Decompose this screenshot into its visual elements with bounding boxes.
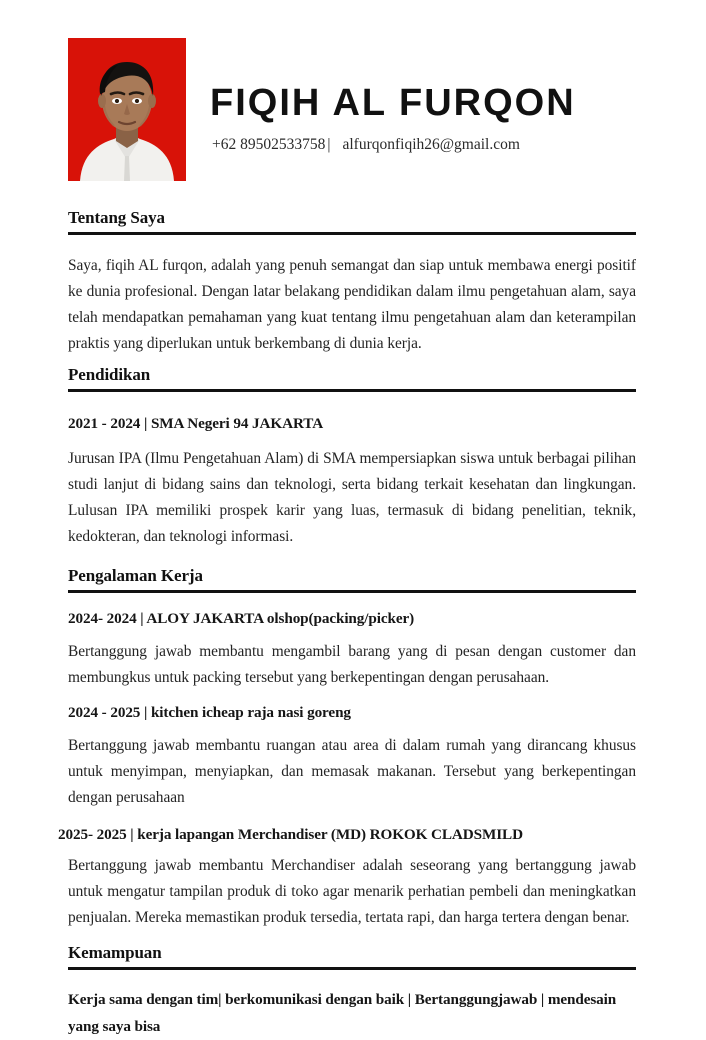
spacer [0,691,706,701]
spacer [0,811,706,823]
spacer [0,931,706,941]
skills-list: Kerja sama dengan tim| berkomunikasi dengan baik | Bertanggungjawab | mendesain yang saya bisa [68,991,617,1035]
spacer [0,970,706,986]
experience-entry-body: Bertanggung jawab membantu mengambil barang yang di pesan dengan customer dan membungkus untuk packing tersebut yang berkepentingan dengan perusahaan. [68,643,636,686]
spacer [0,725,706,733]
spacer [0,593,706,607]
spacer [0,436,706,446]
contact-line [212,135,520,155]
header-text-block [210,38,638,181]
education-entry-title: 2021 - 2024 | SMA Negeri 94 JAKARTA [68,415,324,432]
contact-separator: | [327,136,331,153]
experience-entry-title: 2024 - 2025 | kitchen icheap raja nasi goreng [68,704,351,721]
page-title: FIQIH AL FURQON [210,82,576,124]
resume-header [68,38,638,188]
experience-entry-title: 2025- 2025 | kerja lapangan Merchandiser (MD) ROKOK CLADSMILD [58,826,523,843]
spacer [0,550,706,564]
experience-entry-title: 2024- 2024 | ALOY JAKARTA olshop(packing/picker) [68,610,415,627]
about-paragraph: Saya, fiqih AL furqon, adalah yang penuh semangat dan siap untuk membawa energi positif ke dunia profesional. Dengan latar belakang pendidikan dalam ilmu pengetahuan alam, saya telah mendapatkan pemahaman yang kuat tentang ilmu pengetahuan alam dan keterampilan praktis yang diperlukan untuk berkembang di dunia kerja. [68,257,636,352]
spacer [0,392,706,412]
section-heading-about: Tentang Saya [68,206,636,235]
section-heading-skills: Kemampuan [68,941,636,970]
phone-number: +62 89502533758 [212,136,326,153]
spacer [0,631,706,639]
profile-photo [68,38,186,181]
experience-entry-body: Bertanggung jawab membantu ruangan atau area di dalam rumah yang dirancang khusus untuk menyimpan, menyiapkan, dan memasak makanan. Tersebut yang berkepentingan dengan perusahaan [68,737,636,806]
email-address: alfurqonfiqih26@gmail.com [342,136,520,153]
section-heading-education: Pendidikan [68,363,636,392]
education-entry-body: Jurusan IPA (Ilmu Pengetahuan Alam) di SMA mempersiapkan siswa untuk berbagai pilihan studi lanjut di bidang sains dan teknologi, serta bidang terkait kesehatan dan lingkungan. Lulusan IPA memiliki prospek karir yang luas, termasuk di bidang penelitian, teknik, kedokteran, dan teknologi informasi. [68,450,636,545]
spacer [0,235,706,253]
resume-body [0,206,706,1040]
experience-entry-body: Bertanggung jawab membantu Merchandiser adalah seseorang yang bertanggung jawab untuk mengatur tampilan produk di toko agar menarik perhatian pembeli dan meningkatkan penjualan. Mereka memastikan produk tersedia, tertata rapi, dan harga tertera dengan benar. [68,857,636,926]
section-heading-experience: Pengalaman Kerja [68,564,636,593]
